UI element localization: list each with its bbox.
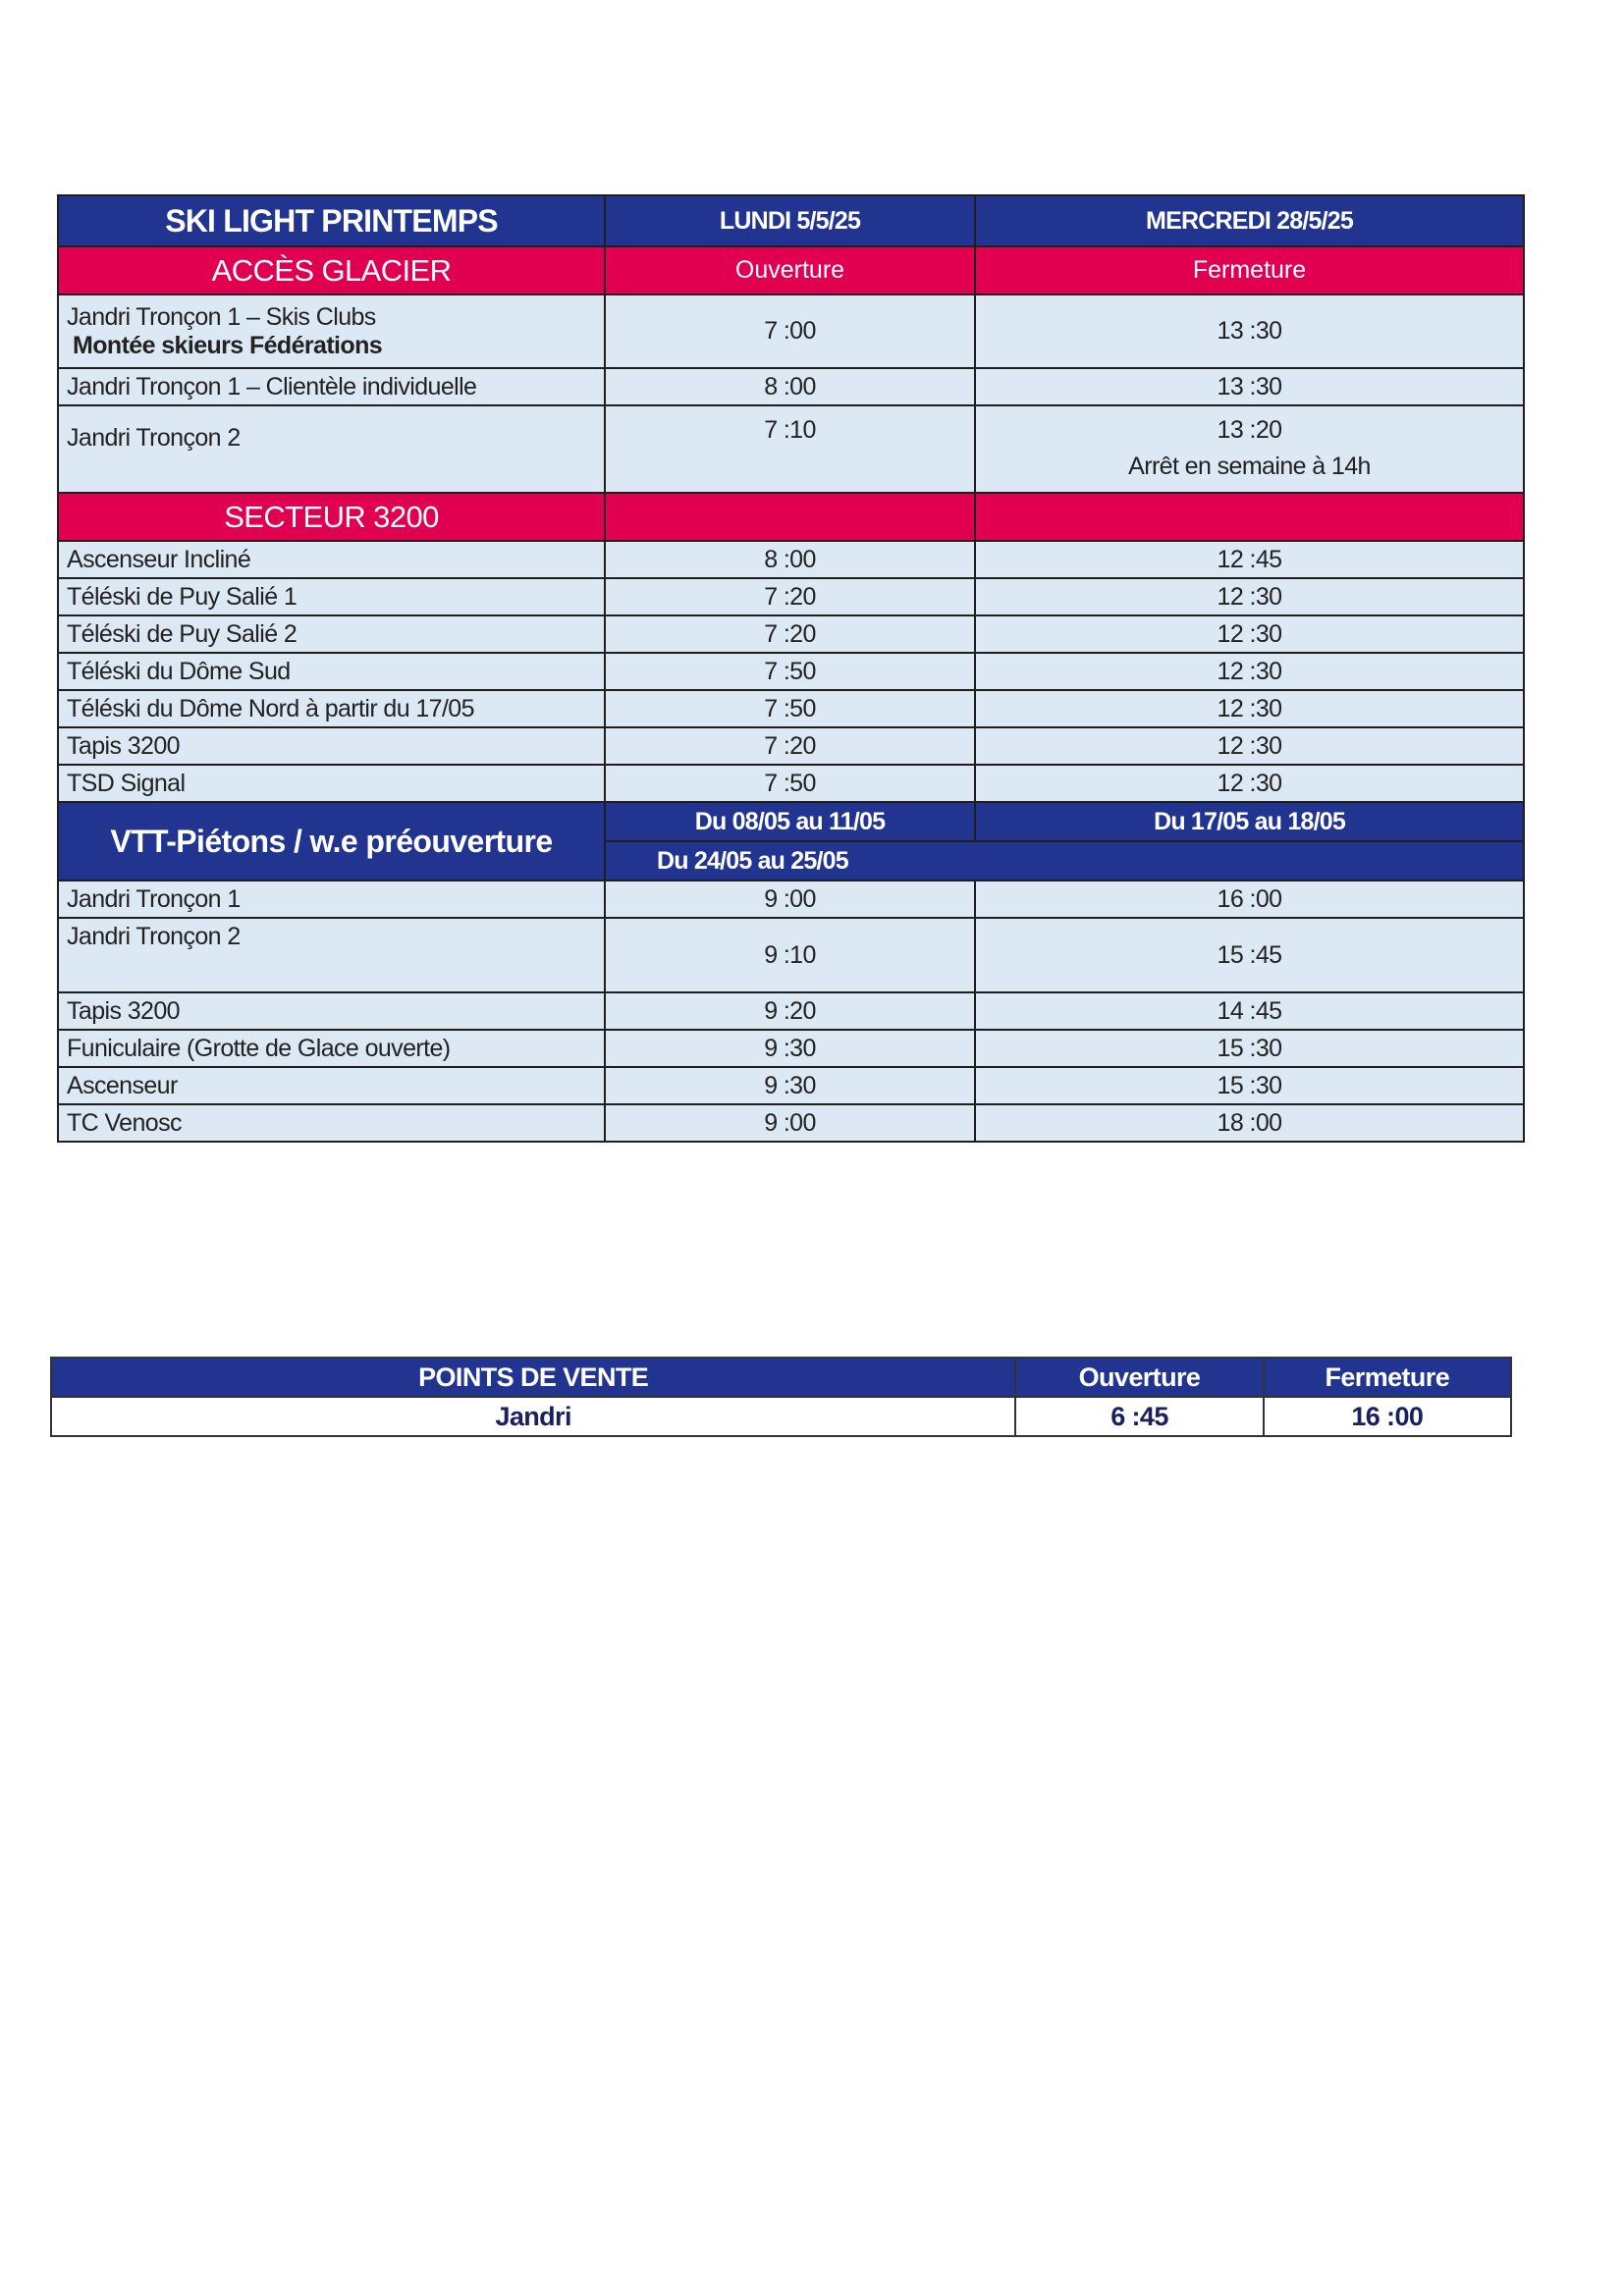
period-1: Du 08/05 au 11/05 <box>605 802 975 841</box>
sales-points-table <box>50 1357 1512 1437</box>
opening-time: 9 :10 <box>605 918 975 992</box>
closing-time: 12 :30 <box>975 578 1524 615</box>
table-row <box>58 368 1524 405</box>
table-row <box>58 653 1524 690</box>
table-row <box>58 881 1524 918</box>
table-row <box>58 541 1524 578</box>
lift-name: Jandri Tronçon 1 – Clientèle individuelle <box>58 368 605 405</box>
table-row <box>58 1030 1524 1067</box>
closing-header: Fermeture <box>975 246 1524 294</box>
opening-time: 9 :30 <box>605 1067 975 1104</box>
closing-time-cell <box>975 405 1524 493</box>
opening-time: 7 :50 <box>605 653 975 690</box>
period-2: Du 17/05 au 18/05 <box>975 802 1524 841</box>
closing-time: 15 :30 <box>975 1067 1524 1104</box>
closing-note: Arrêt en semaine à 14h <box>1128 453 1371 480</box>
schedule-title: SKI LIGHT PRINTEMPS <box>58 195 605 246</box>
lift-name: Téléski du Dôme Nord à partir du 17/05 <box>58 690 605 727</box>
opening-time: 7 :50 <box>605 765 975 802</box>
opening-time: 8 :00 <box>605 541 975 578</box>
sales-closing-time: 16 :00 <box>1264 1397 1511 1436</box>
lift-name: Téléski du Dôme Sud <box>58 653 605 690</box>
lift-name: TSD Signal <box>58 765 605 802</box>
opening-time: 7 :50 <box>605 690 975 727</box>
closing-time: 13 :30 <box>975 294 1524 368</box>
table-row <box>58 1067 1524 1104</box>
vtt-section-title: VTT-Piétons / w.e préouverture <box>58 802 605 881</box>
opening-time: 9 :20 <box>605 992 975 1030</box>
secteur-section-title: SECTEUR 3200 <box>58 493 605 541</box>
sales-point-name: Jandri <box>51 1397 1015 1436</box>
table-row <box>58 578 1524 615</box>
closing-time: 12 :30 <box>975 690 1524 727</box>
opening-time: 8 :00 <box>605 368 975 405</box>
table-row <box>58 727 1524 765</box>
opening-time: 7 :10 <box>605 405 975 493</box>
table-row <box>58 1104 1524 1142</box>
lift-name: Jandri Tronçon 2 <box>58 405 605 493</box>
opening-header: Ouverture <box>605 246 975 294</box>
table-row <box>51 1397 1511 1436</box>
opening-time: 7 :00 <box>605 294 975 368</box>
opening-time: 9 :00 <box>605 881 975 918</box>
lift-name: Tapis 3200 <box>58 992 605 1030</box>
sales-header: POINTS DE VENTE <box>51 1358 1015 1397</box>
lift-name: Téléski de Puy Salié 1 <box>58 578 605 615</box>
table-row <box>58 615 1524 653</box>
empty-header-cell <box>605 493 975 541</box>
closing-time: 15 :45 <box>975 918 1524 992</box>
lift-name: Jandri Tronçon 1 <box>58 881 605 918</box>
lift-subname: Montée skieurs Fédérations <box>73 331 383 359</box>
empty-header-cell <box>975 493 1524 541</box>
lift-name: Ascenseur Incliné <box>58 541 605 578</box>
closing-time: 13 :20 <box>1217 416 1282 444</box>
closing-time: 14 :45 <box>975 992 1524 1030</box>
closing-time: 12 :45 <box>975 541 1524 578</box>
lift-name: Funiculaire (Grotte de Glace ouverte) <box>58 1030 605 1067</box>
closing-time: 12 :30 <box>975 727 1524 765</box>
sales-closing-header: Fermeture <box>1264 1358 1511 1397</box>
opening-time: 7 :20 <box>605 727 975 765</box>
glacier-section-title: ACCÈS GLACIER <box>58 246 605 294</box>
table-row <box>58 690 1524 727</box>
table-row <box>58 405 1524 493</box>
lift-name: Ascenseur <box>58 1067 605 1104</box>
lift-name-cell <box>58 294 605 368</box>
table-row <box>58 765 1524 802</box>
sales-opening-time: 6 :45 <box>1015 1397 1263 1436</box>
lift-name: Jandri Tronçon 1 – Skis Clubs <box>67 302 376 331</box>
closing-time: 16 :00 <box>975 881 1524 918</box>
opening-time: 7 :20 <box>605 615 975 653</box>
table-row <box>58 918 1524 992</box>
lift-name: Jandri Tronçon 2 <box>58 918 605 992</box>
opening-time: 9 :00 <box>605 1104 975 1142</box>
table-row <box>58 992 1524 1030</box>
opening-time: 7 :20 <box>605 578 975 615</box>
closing-time: 12 :30 <box>975 765 1524 802</box>
sales-opening-header: Ouverture <box>1015 1358 1263 1397</box>
closing-time: 12 :30 <box>975 615 1524 653</box>
lift-name: Tapis 3200 <box>58 727 605 765</box>
closing-time: 13 :30 <box>975 368 1524 405</box>
date-end: MERCREDI 28/5/25 <box>975 195 1524 246</box>
lift-name: TC Venosc <box>58 1104 605 1142</box>
closing-time: 18 :00 <box>975 1104 1524 1142</box>
table-row <box>58 294 1524 368</box>
lift-name: Téléski de Puy Salié 2 <box>58 615 605 653</box>
closing-time: 15 :30 <box>975 1030 1524 1067</box>
date-start: LUNDI 5/5/25 <box>605 195 975 246</box>
period-3: Du 24/05 au 25/05 <box>605 841 1524 881</box>
closing-time: 12 :30 <box>975 653 1524 690</box>
lift-schedule-table <box>57 194 1525 1143</box>
opening-time: 9 :30 <box>605 1030 975 1067</box>
